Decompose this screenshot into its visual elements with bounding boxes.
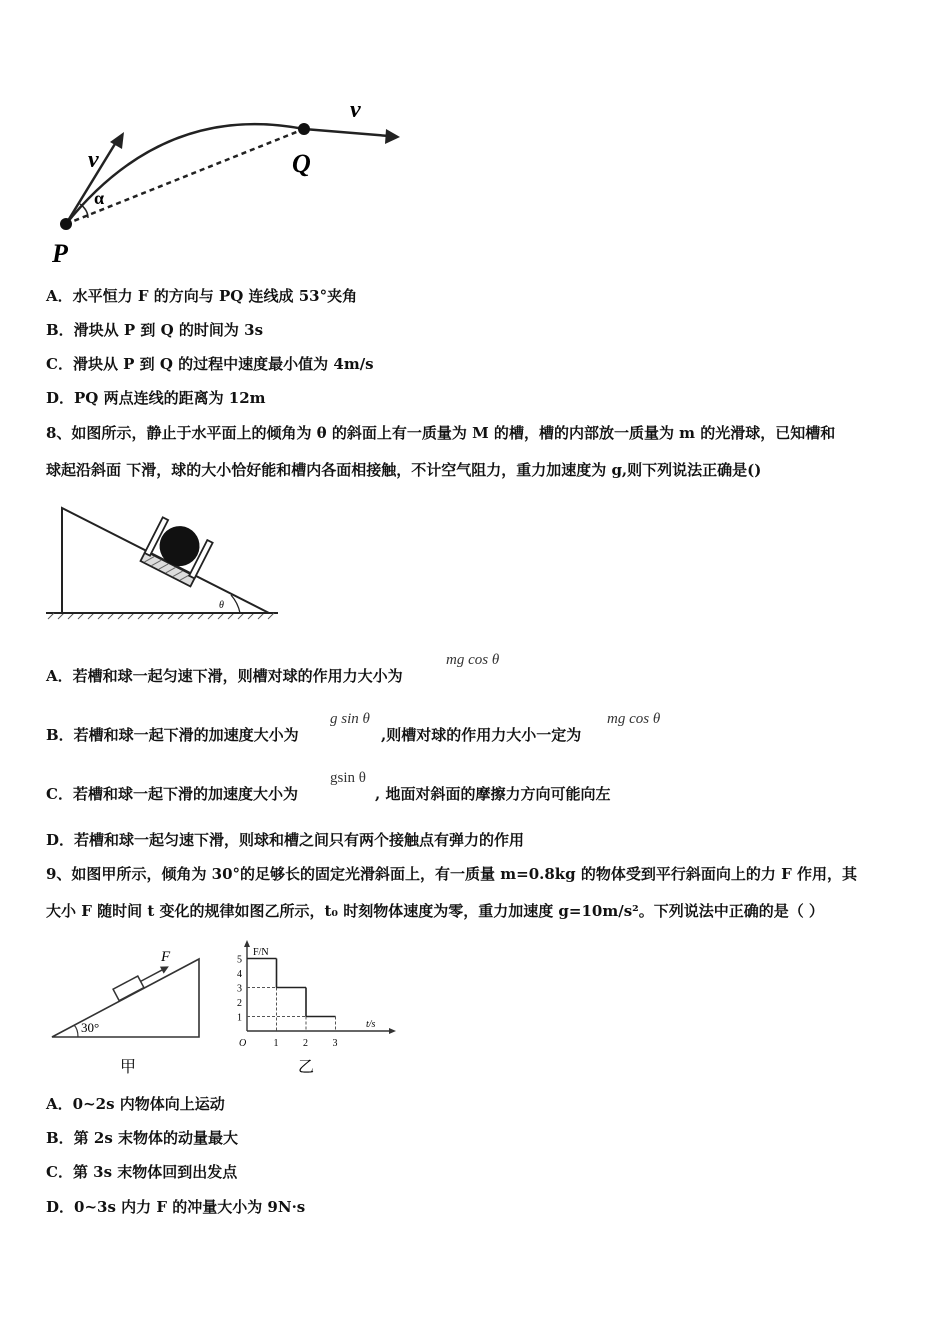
caption-yi: 乙 <box>298 1059 315 1076</box>
y-axis-label: F/N <box>253 947 269 958</box>
q8-option-c-formula1: gsin θ <box>330 770 366 786</box>
x-tick-label: 1 <box>273 1038 279 1049</box>
q8-stem-line1: 8、如图所示，静止于水平面上的倾角为 θ 的斜面上有一质量为 M 的槽，槽的内部放一质量为 m 的光滑球，已知槽和 <box>46 424 836 442</box>
q7-option-d: D．PQ 两点连线的距离为 12m <box>46 389 266 407</box>
x-tick-label: 3 <box>332 1038 338 1049</box>
x-axis-label: t/s <box>366 1019 376 1030</box>
q8-option-a <box>46 666 403 686</box>
y-tick-labels <box>237 955 242 1024</box>
q9-option-c: C．第 3s 末物体回到出发点 <box>46 1163 238 1181</box>
x-tick-labels <box>239 1038 338 1049</box>
q9-option-b: B．第 2s 末物体的动量最大 <box>46 1129 239 1147</box>
y-tick-label: 5 <box>237 954 242 966</box>
y-tick-label: 3 <box>237 983 242 995</box>
q8-option-b <box>46 725 299 745</box>
q8-option-b-text1: B．若槽和球一起下滑的加速度大小为 <box>46 726 299 744</box>
q9-option-a: A．0~2s 内物体向上运动 <box>46 1095 225 1113</box>
label-q: Q <box>292 149 311 178</box>
angle-arc <box>74 1025 78 1037</box>
velocity-arrow-q <box>304 129 389 136</box>
q8-option-a-formula: mg cos θ <box>446 652 500 668</box>
force-series <box>247 959 336 1017</box>
label-v1: v <box>88 147 99 173</box>
q9-stem-line1: 9、如图甲所示，倾角为 30°的足够长的固定光滑斜面上，有一质量 m=0.8kg 的物体受到平行斜面向上的力 F 作用，其 <box>46 865 857 883</box>
q8-option-c-tail <box>375 784 610 804</box>
label-v2: v <box>350 97 361 123</box>
x-tick-label: O <box>239 1038 247 1049</box>
y-tick-label: 2 <box>237 998 242 1009</box>
point-q <box>298 123 310 135</box>
q8-option-c <box>46 784 298 804</box>
pq-dashed-line <box>66 129 304 224</box>
q8-option-c-text2: , 地面对斜面的摩擦力方向可能向左 <box>375 785 611 803</box>
chart-guides <box>247 988 336 1032</box>
incline-groove-figure <box>44 495 284 625</box>
point-p <box>60 218 72 230</box>
q7-option-a: A．水平恒力 F 的方向与 PQ 连线成 53°夹角 <box>46 287 358 305</box>
caption-jia: 甲 <box>120 1059 137 1076</box>
x-tick-label: 2 <box>303 1038 308 1049</box>
y-tick-label: 4 <box>237 969 242 980</box>
x-axis-arrow <box>389 1028 396 1034</box>
q8-option-c-text1: C．若槽和球一起下滑的加速度大小为 <box>46 785 298 803</box>
label-angle: 30° <box>81 1020 100 1035</box>
q8-option-a-text: A．若槽和球一起匀速下滑，则槽对球的作用力大小为 <box>46 667 403 685</box>
q9-stem-line2: 大小 F 随时间 t 变化的规律如图乙所示，t₀ 时刻物体速度为零，重力加速度 g=10m/s²。下列说法中正确的是（ ） <box>46 902 824 920</box>
q7-option-c: C．滑块从 P 到 Q 的过程中速度最小值为 4m/s <box>46 355 374 373</box>
q7-option-b: B．滑块从 P 到 Q 的时间为 3s <box>46 321 264 339</box>
q8-option-b-tail <box>381 725 581 745</box>
figure-yi-chart <box>226 935 401 1080</box>
y-axis-arrow <box>244 940 250 947</box>
label-p: P <box>52 239 68 267</box>
label-alpha: α <box>94 188 105 208</box>
label-theta: θ <box>219 600 224 611</box>
y-tick-label: 1 <box>237 1012 242 1024</box>
q8-option-b-text2: ,则槽对球的作用力大小一定为 <box>381 726 582 744</box>
trajectory-figure <box>44 92 414 267</box>
velocity-arrowhead-q <box>385 129 400 144</box>
q8-option-b-formula1: g sin θ <box>330 711 370 727</box>
figure-jia <box>44 940 214 1080</box>
q9-option-d: D．0~3s 内力 F 的冲量大小为 9N·s <box>46 1198 306 1216</box>
q8-option-b-formula2: mg cos θ <box>607 711 661 727</box>
label-f: F <box>161 949 171 965</box>
q8-option-d: D．若槽和球一起匀速下滑，则球和槽之间只有两个接触点有弹力的作用 <box>46 831 525 849</box>
q8-stem-line2: 球起沿斜面 下滑，球的大小恰好能和槽内各面相接触，不计空气阻力，重力加速度为 g,则下列说法正确是() <box>46 461 762 479</box>
